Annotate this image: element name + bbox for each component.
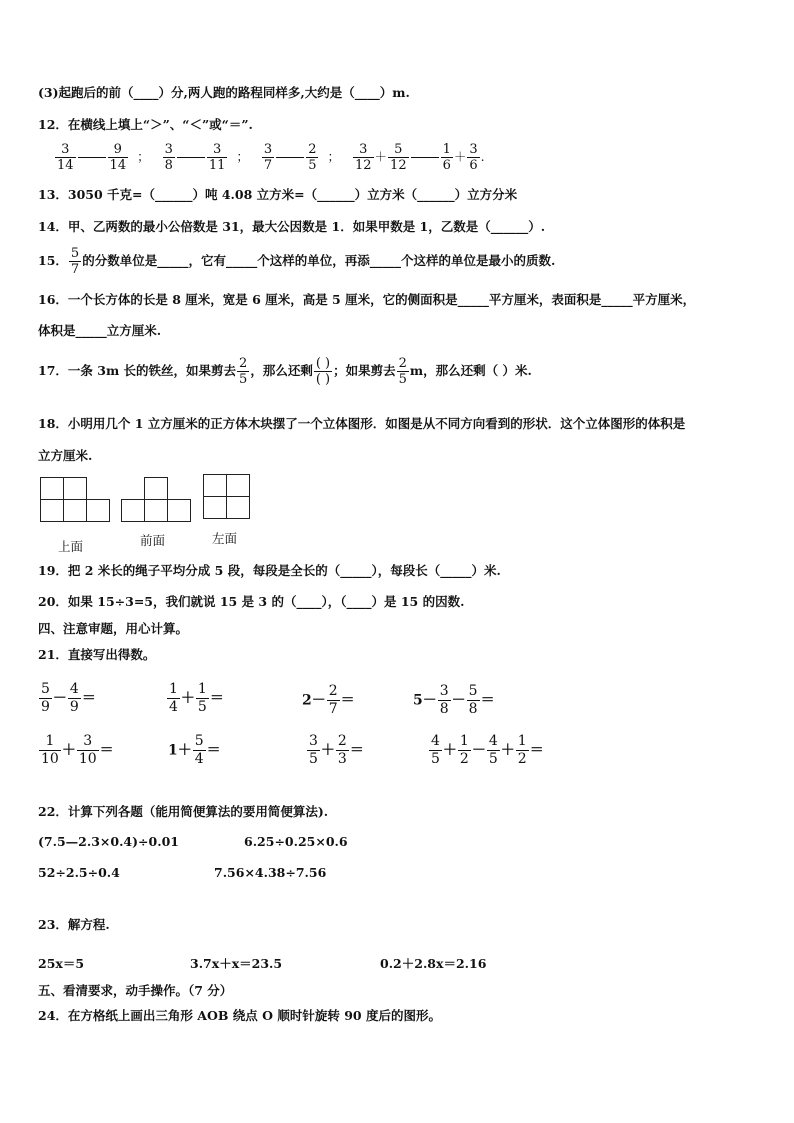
q22-b: 6.25÷0.25×0.6 (244, 834, 348, 849)
fraction: $\frac{3}{14}$ (57, 142, 74, 173)
q24: 24．在方格纸上画出三角形 AOB 绕点 O 顺时针旋转 90 度后的图形。 (38, 1008, 441, 1023)
q12-heading: 12．在横线上填上“＞”、“＜”或“＝”. (38, 117, 253, 132)
fraction: $\frac{2}{5}$ (239, 356, 248, 387)
calc-5: $\frac{1}{10}$ ＋ $\frac{3}{10}$ ＝ (41, 733, 114, 767)
calc-2: $\frac{1}{4}$ ＋ $\frac{1}{5}$ ＝ (169, 681, 224, 715)
calc-7: $\frac{3}{5}$ ＋ $\frac{2}{3}$ ＝ (309, 733, 364, 767)
q12-comparisons: $\frac{3}{14}$ $\frac{9}{14}$ ； $\frac{3}{8}$ $\frac{3}{11}$ ； $\frac{3}{7}$ $\frac{2}{5}$ ； $\frac{3}{12}$ ＋ $\frac{5}{12}$ $\frac{1}{6}$ ＋ $\frac{3}{6}$ . (57, 142, 485, 173)
section-4-heading: 四、注意审题，用心计算。 (38, 621, 189, 636)
fraction: $\frac{5}{7}$ (70, 246, 80, 277)
blank-fraction: $\frac{( )}{( )}$ (315, 356, 331, 387)
fraction: $\frac{3}{7}$ (263, 142, 273, 173)
q21-heading: 21．直接写出得数。 (38, 647, 156, 662)
calc-4: 5－ $\frac{3}{8}$ － $\frac{5}{8}$ ＝ (413, 683, 495, 717)
fraction: $\frac{3}{11}$ (208, 142, 226, 173)
q13: 13．3050 千克=（______）吨 4.08 立方米=（______）立方米（______）立方分米 (38, 187, 518, 202)
q22-a: (7.5—2.3×0.4)÷0.01 (38, 834, 179, 849)
fraction: $\frac{1}{6}$ (442, 142, 451, 173)
front-view-figure (121, 477, 196, 525)
q23-heading: 23．解方程. (38, 917, 110, 932)
calc-1: $\frac{5}{9}$ － $\frac{4}{9}$ ＝ (41, 681, 96, 715)
fraction: $\frac{2}{5}$ (308, 142, 317, 173)
q23-b: 3.7x＋x＝23.5 (190, 956, 283, 971)
q22-c: 52÷2.5÷0.4 (38, 865, 120, 880)
q22-heading: 22．计算下列各题（能用简便算法的要用简便算法). (38, 804, 329, 819)
fraction: $\frac{3}{8}$ (164, 142, 173, 173)
fraction: $\frac{5}{12}$ (390, 142, 407, 173)
q16-line1: 16．一个长方体的长是 8 厘米，宽是 6 厘米，高是 5 厘米，它的侧面积是_____平方厘米，表面积是_____平方厘米， (38, 292, 696, 307)
fraction: $\frac{2}{5}$ (398, 356, 407, 387)
q18-line1: 18．小明用几个 1 立方厘米的正方体木块摆了一个立体图形．如图是从不同方向看到的形状．这个立体图形的体积是 (38, 416, 686, 431)
q17: 17．一条 3m 长的铁丝，如果剪去 $\frac{2}{5}$ ，那么还剩 $\frac{( )}{( )}$ ；如果剪去 $\frac{2}{5}$ m，那么还剩（ ）米. (38, 356, 532, 387)
section-5-heading: 五、看清要求，动手操作。（7 分） (38, 983, 233, 998)
calc-6: 1＋ $\frac{5}{4}$ ＝ (168, 733, 221, 767)
q14: 14．甲、乙两数的最小公倍数是 31，最大公因数是 1．如果甲数是 1，乙数是（______）. (38, 219, 546, 234)
q18-line2: 立方厘米. (38, 448, 93, 463)
left-view-figure (203, 474, 253, 522)
q19: 19．把 2 米长的绳子平均分成 5 段，每段是全长的（_____），每段长（_____）米. (38, 563, 501, 578)
front-view-label: 前面 (140, 533, 166, 548)
top-view-label: 上面 (58, 539, 84, 554)
left-view-label: 左面 (212, 531, 238, 546)
q15: 15． $\frac{5}{7}$ 的分数单位是_____，它有_____个这样的单位，再添_____个这样的单位是最小的质数. (38, 246, 556, 277)
q20: 20．如果 15÷3=5，我们就说 15 是 3 的（____），（____）是 15 的因数. (38, 594, 465, 609)
q16-line2: 体积是_____立方厘米. (38, 323, 162, 338)
top-view-figure (40, 477, 115, 525)
fraction: $\frac{3}{6}$ (469, 142, 478, 173)
fraction: $\frac{3}{12}$ (354, 142, 372, 173)
fraction: $\frac{9}{14}$ (109, 142, 127, 173)
calc-3: 2－ $\frac{2}{7}$ ＝ (302, 683, 355, 717)
q23-c: 0.2＋2.8x＝2.16 (380, 956, 487, 971)
q11-part3: (3)起跑后的前（____）分,两人跑的路程同样多,大约是（____）m. (38, 85, 410, 100)
q23-a: 25x＝5 (38, 956, 85, 971)
q22-d: 7.56×4.38÷7.56 (214, 865, 327, 880)
calc-8: $\frac{4}{5}$ ＋ $\frac{1}{2}$ － $\frac{4}{5}$ ＋ $\frac{1}{2}$ ＝ (431, 733, 544, 767)
